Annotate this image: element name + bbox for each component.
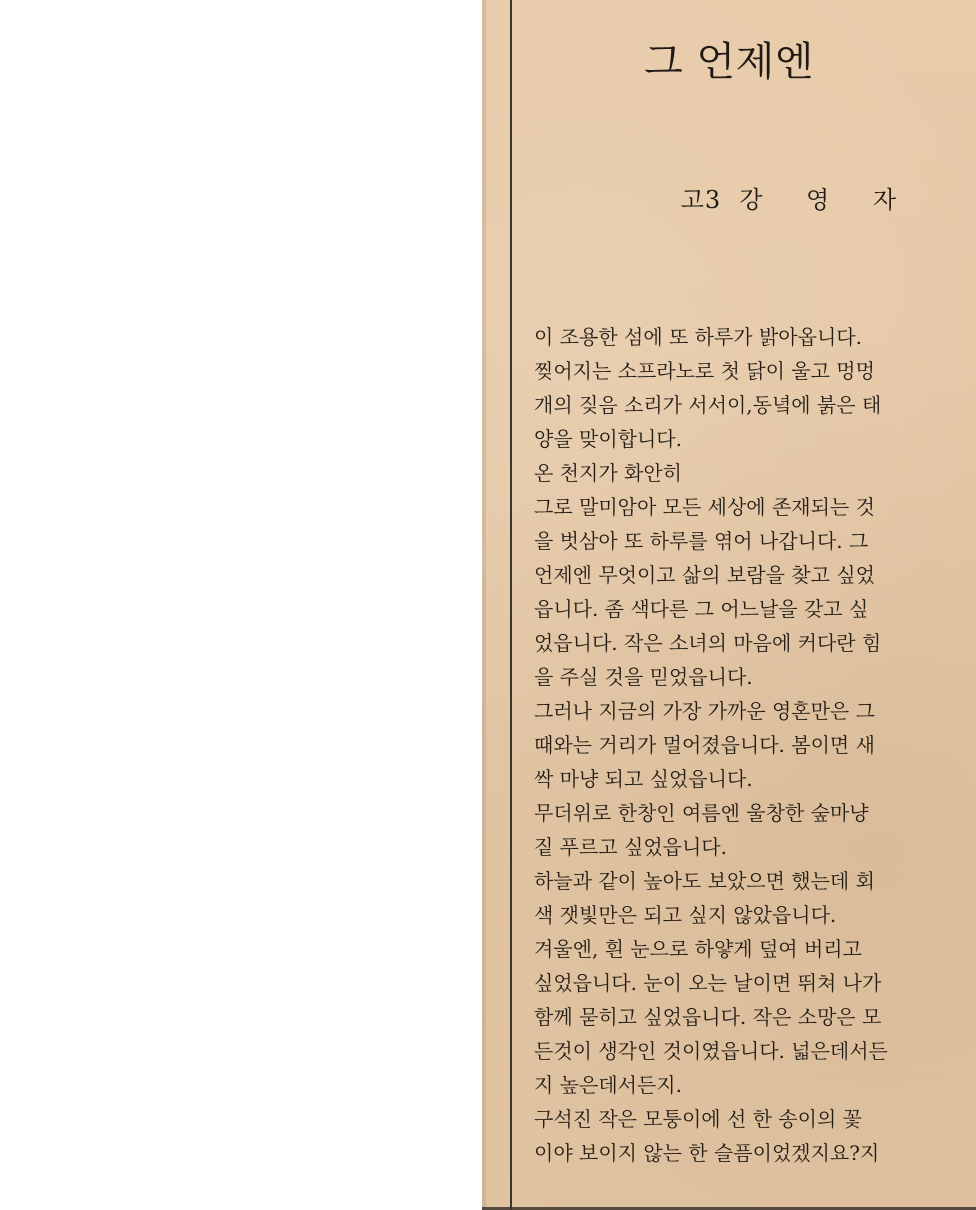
body-line: 무더위로 한창인 여름엔 울창한 숲마냥 [534,801,869,825]
body-line: 그로 말미암아 모든 세상에 존재되는 것 [534,495,875,519]
body-line: 구석진 작은 모퉁이에 선 한 송이의 꽃 [534,1107,862,1131]
body-line: 을 벗삼아 또 하루를 엮어 나갑니다. 그 [534,529,869,553]
scan-edge-shadow [482,0,486,1210]
body-line: 었읍니다. 작은 소녀의 마음에 커다란 힘 [534,631,882,655]
body-line: 온 천지가 화안히 [534,461,682,485]
byline [681,186,914,214]
body-line: 싹 마냥 되고 싶었읍니다. [534,767,753,791]
byline-name: 강 영 자 [739,186,914,214]
body-line: 때와는 거리가 멀어졌읍니다. 봄이면 새 [534,733,875,757]
body-line: 을 주실 것을 믿었읍니다. [534,665,753,689]
body-line: 하늘과 같이 높아도 보았으면 했는데 회 [534,869,875,893]
body-line: 읍니다. 좀 색다른 그 어느날을 갖고 싶 [534,597,869,621]
margin-rule [510,0,512,1210]
body-line: 겨울엔, 흰 눈으로 하얗게 덮여 버리고 [534,937,862,961]
body-line: 함께 묻히고 싶었읍니다. 작은 소망은 모 [534,1005,882,1029]
body-line: 색 잿빛만은 되고 싶지 않았읍니다. [534,903,837,927]
article-title: 그 언제엔 [644,39,814,85]
byline-grade: 고3 [680,186,722,214]
body-line: 싶었읍니다. 눈이 오는 날이면 뛰쳐 나가 [534,971,882,995]
body-line: 든것이 생각인 것이였읍니다. 넓은데서든 [534,1039,888,1063]
body-line: 찢어지는 소프라노로 첫 닭이 울고 멍멍 [534,359,875,383]
body-line: 개의 짖음 소리가 서서이,동녘에 붉은 태 [534,393,882,417]
body-line: 그러나 지금의 가장 가까운 영혼만은 그 [534,699,875,723]
body-line: 이 조용한 섬에 또 하루가 밝아옵니다. [534,325,862,349]
body-line: 짙 푸르고 싶었읍니다. [534,835,727,859]
scanned-page [482,0,976,1210]
body-line: 이야 보이지 않는 한 슬픔이었겠지요?지 [534,1141,880,1165]
body-line: 언제엔 무엇이고 삶의 보람을 찾고 싶었 [534,563,875,587]
article-body [534,320,956,1170]
body-line: 지 높은데서든지. [534,1073,682,1097]
body-line: 양을 맞이합니다. [534,427,682,451]
